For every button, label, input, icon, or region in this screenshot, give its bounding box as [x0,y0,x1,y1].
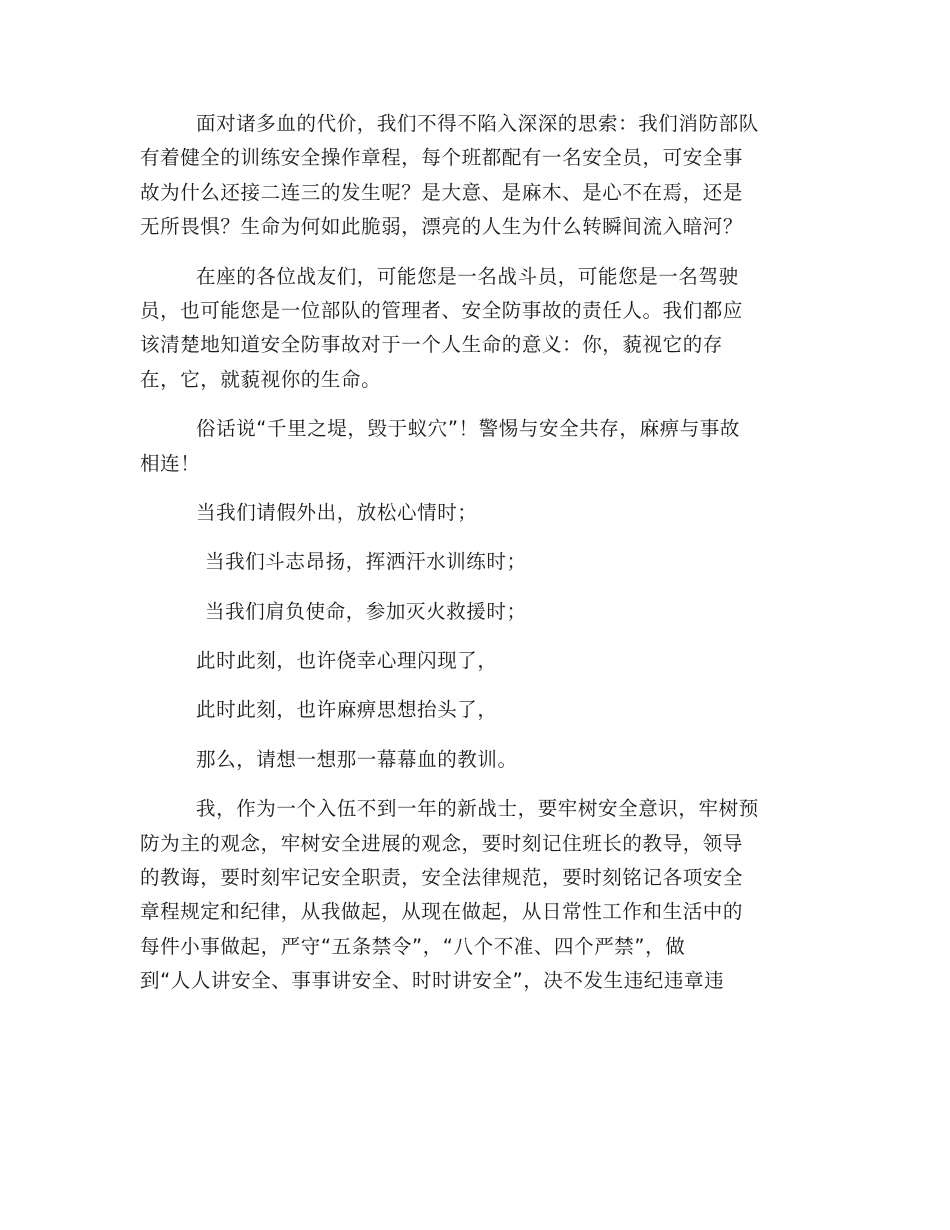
text-line: 俗话说“千里之堤，毁于蚁穴”！警惕与安全共存，麻痹与事故 [196,417,741,441]
document-body [140,107,805,999]
paragraph-comrades [140,260,805,398]
text-line: 面对诸多血的代价，我们不得不陷入深深的思索：我们消防部队 [196,112,759,135]
text-line: 员，也可能您是一位部队的管理者、安全防事故的责任人。我们都应 [140,298,744,322]
paragraph-luck [140,644,805,678]
paragraph-training [140,545,805,579]
text-line: 当我们肩负使命，参加灭火救援时； [205,599,527,623]
paragraph-proverb [140,412,805,481]
paragraph-lesson [140,743,805,777]
text-line: 每件小事做起，严守“五条禁令”，“八个不准、四个严禁”，做 [140,934,686,958]
text-line: 该清楚地知道安全防事故对于一个人生命的意义：你，藐视它的存 [140,333,723,357]
text-line: 此时此刻，也许麻痹思想抬头了， [196,698,498,722]
text-line: 当我们请假外出，放松心情时； [196,500,478,524]
text-line: 无所畏惧？生命为何如此脆弱，漂亮的人生为什么转瞬间流入暗河？ [140,215,744,239]
text-line: 故为什么还接二连三的发生呢？是大意、是麻木、是心不在焉，还是 [140,180,744,204]
text-line: 章程规定和纪律，从我做起，从现在做起，从日常性工作和生活中的 [140,900,744,924]
text-line: 相连！ [140,451,201,475]
text-line: 当我们斗志昂扬，挥洒汗水训练时； [205,550,527,574]
text-line: 有着健全的训练安全操作章程，每个班都配有一名安全员，可安全事 [140,146,744,170]
text-line: 到“人人讲安全、事事讲安全、时时讲安全”，决不发生违纪违章违 [140,969,725,993]
text-line: 此时此刻，也许侥幸心理闪现了， [196,649,498,673]
text-line: 我，作为一个入伍不到一年的新战士，要牢树安全意识，牢树预 [196,797,759,821]
text-line: 防为主的观念，牢树安全进展的观念，要时刻记住班长的教导，领导 [140,831,744,855]
paragraph-reflection [140,107,805,245]
paragraph-numbness [140,693,805,727]
paragraph-leave [140,496,805,530]
paragraph-rescue [140,595,805,629]
text-line: 那么，请想一想那一幕幕血的教训。 [196,747,518,771]
text-line: 的教诲，要时刻牢记安全职责，安全法律规范，要时刻铭记各项安全 [140,866,744,890]
text-line: 在，它，就藐视你的生命。 [140,367,382,391]
text-line: 在座的各位战友们，可能您是一名战斗员，可能您是一名驾驶 [196,264,739,288]
paragraph-resolution [140,792,805,998]
